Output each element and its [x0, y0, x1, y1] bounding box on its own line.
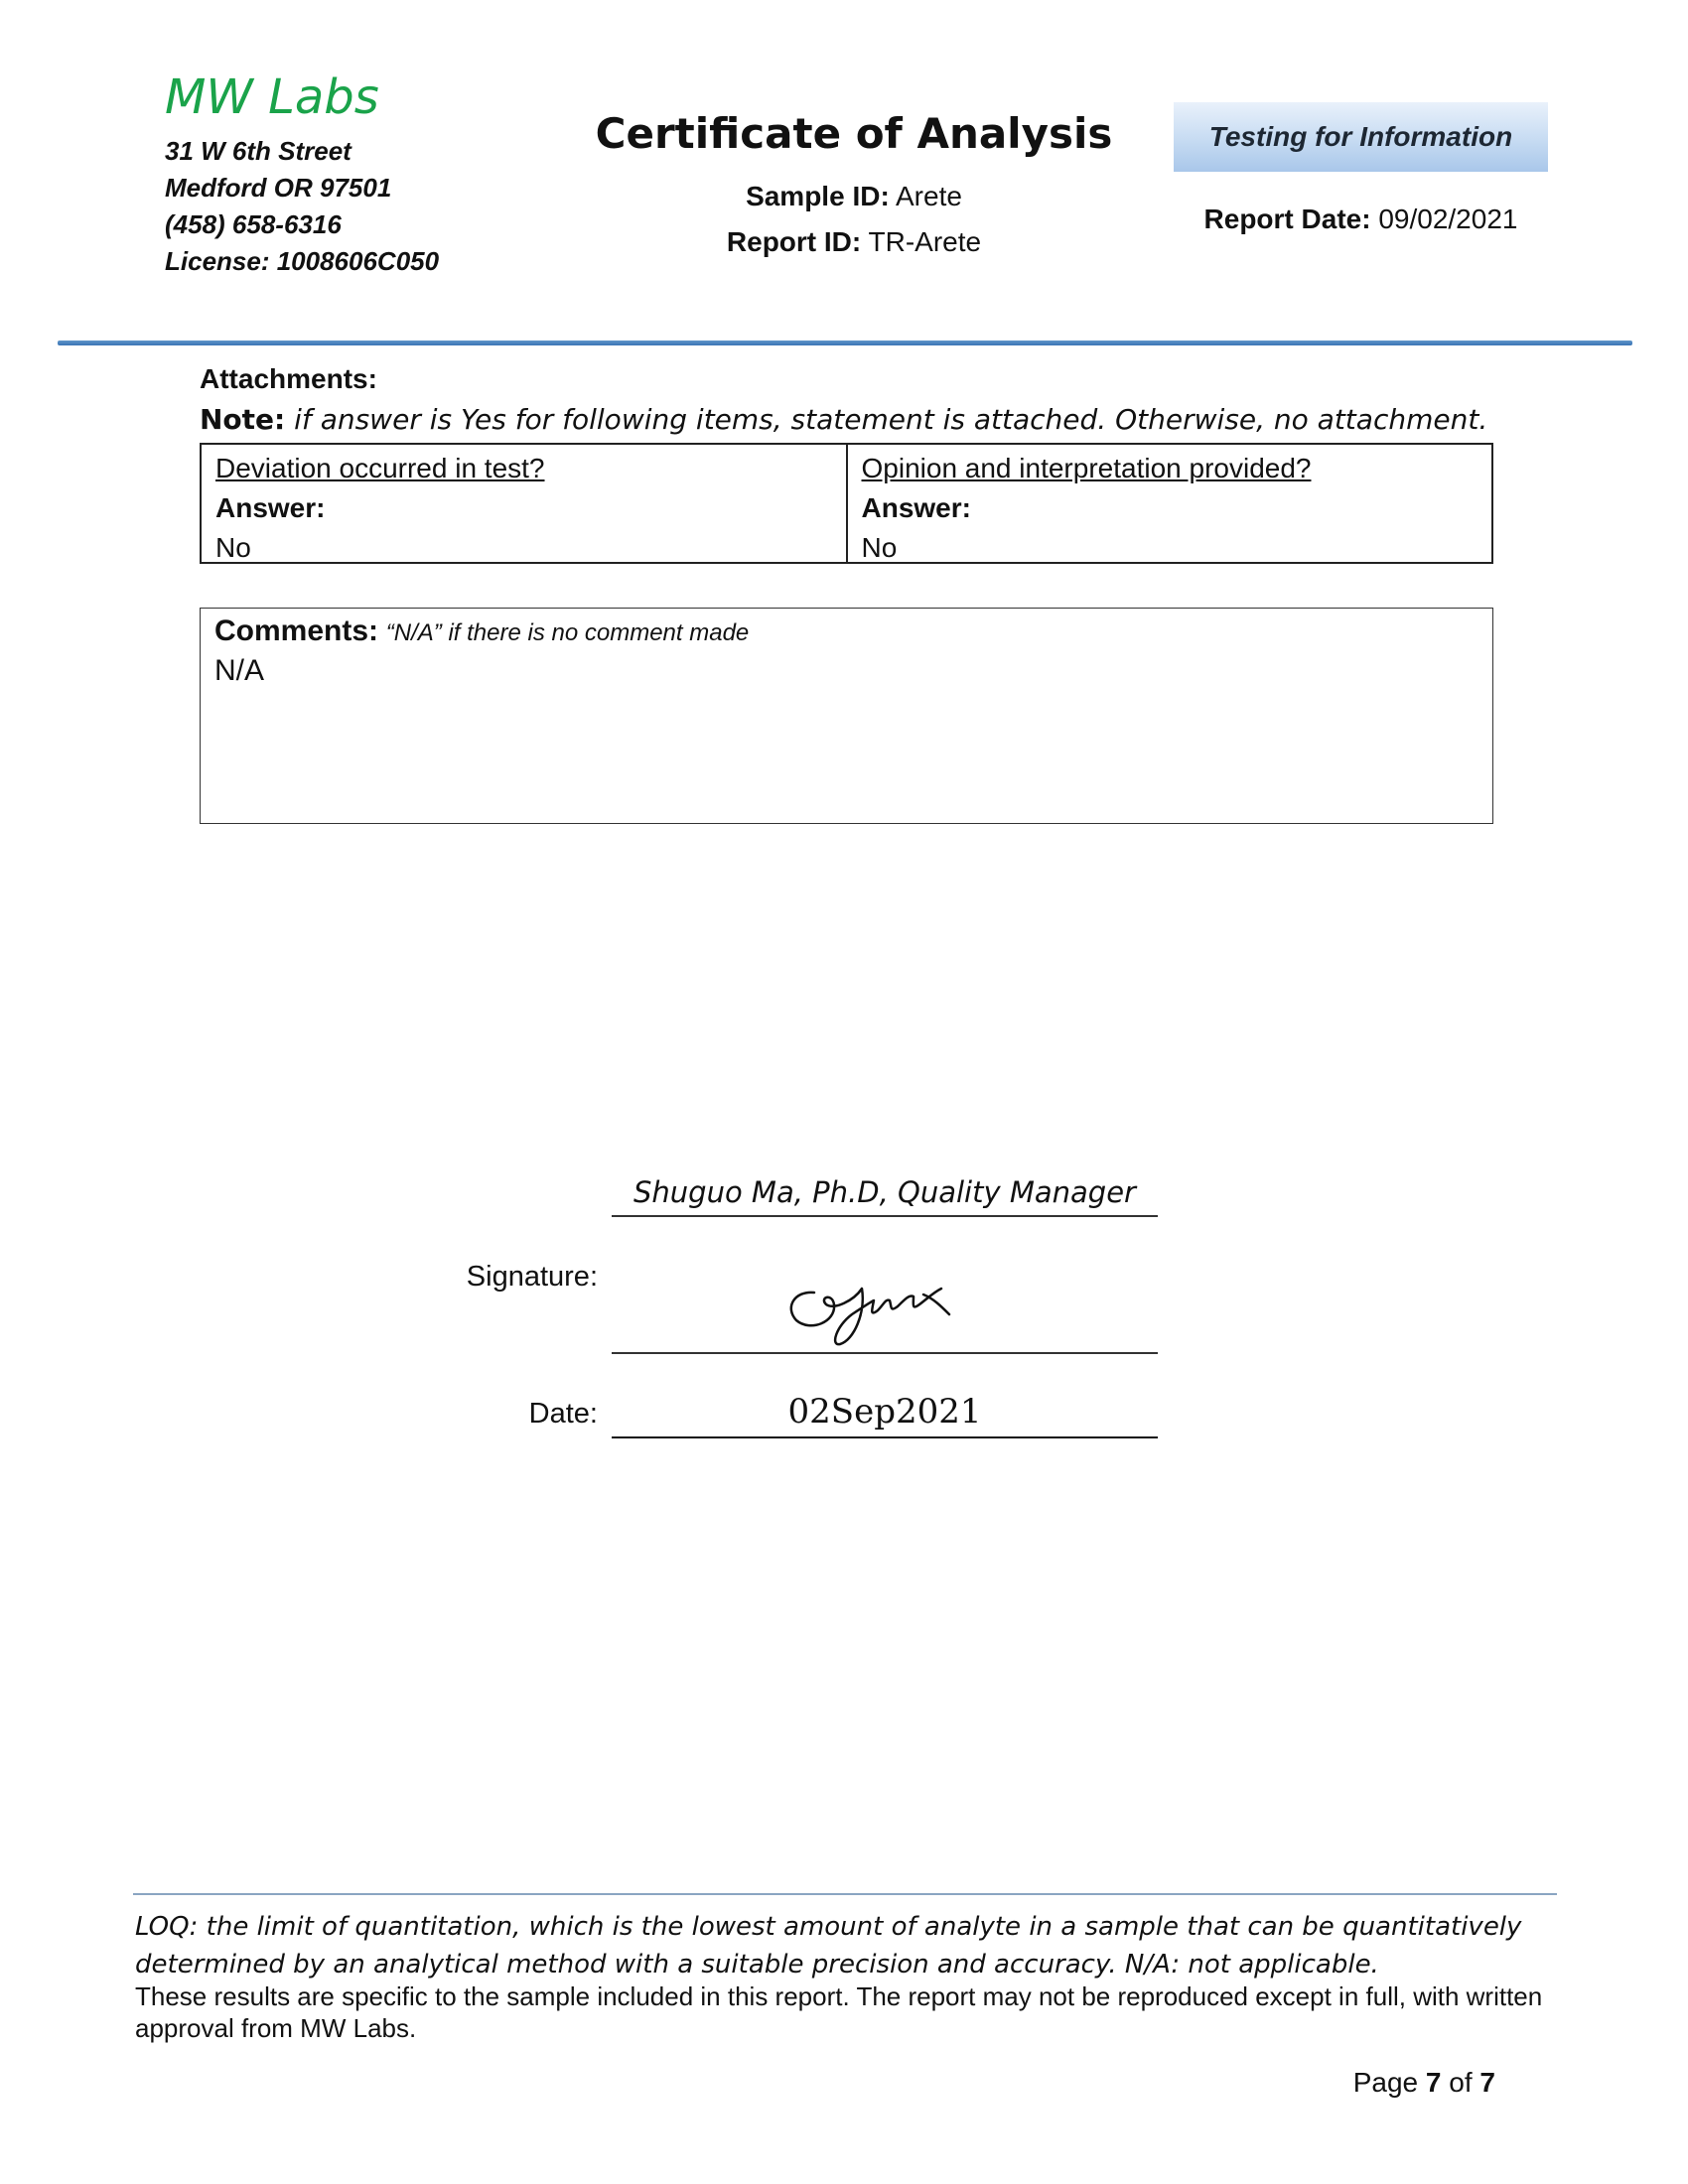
date-underline	[612, 1436, 1158, 1438]
sample-id-value: Arete	[896, 181, 962, 211]
signer-name-title: Shuguo Ma, Ph.D, Quality Manager	[633, 1175, 1136, 1209]
attachment-item-opinion	[846, 445, 1492, 562]
page-of: of	[1449, 2067, 1473, 2098]
report-id-label: Report ID:	[726, 226, 862, 257]
report-id-value: TR-Arete	[868, 226, 982, 257]
attachment-question: Opinion and interpretation provided?	[861, 453, 1312, 483]
document-title: Certificate of Analysis	[595, 109, 1113, 158]
comments-label: Comments:	[214, 614, 379, 647]
footer-disclaimer: These results are specific to the sample included in this report. The report may not be reproduced except in full, with written approval from MW Labs.	[135, 1981, 1543, 2043]
footer-loq	[135, 1908, 1565, 1983]
testing-badge: Testing for Information	[1174, 102, 1548, 172]
comments-value: N/A	[214, 654, 265, 687]
signer-underline	[612, 1215, 1158, 1217]
report-date-value: 09/02/2021	[1378, 204, 1518, 234]
attachment-item-deviation	[202, 445, 846, 562]
report-date	[1174, 204, 1548, 235]
attachment-answer: No	[861, 532, 898, 563]
page-current: 7	[1425, 2067, 1442, 2098]
date-value: 02Sep2021	[787, 1392, 982, 1432]
signature-image	[774, 1253, 1013, 1352]
footer-divider	[133, 1893, 1557, 1895]
signature-underline	[612, 1352, 1158, 1354]
comments-box	[200, 608, 1493, 824]
attachment-answer-label: Answer:	[215, 492, 326, 523]
address-line-license: License: 1008606C050	[165, 246, 440, 276]
attachments-table	[200, 443, 1493, 564]
page-total: 7	[1479, 2067, 1495, 2098]
attachment-question: Deviation occurred in test?	[215, 453, 545, 483]
address-line-street: 31 W 6th Street	[165, 136, 352, 166]
document-ids	[556, 174, 1152, 265]
comments-hint: “N/A” if there is no comment made	[385, 619, 750, 646]
sample-id	[556, 174, 1152, 219]
page-label: Page	[1352, 2067, 1419, 2098]
comments-heading	[214, 614, 1478, 648]
loq-line: LOQ: the limit of quantitation, which is the lowest amount of analyte in a sample that can be quantitatively	[135, 1912, 1522, 1942]
loq-line: determined by an analytical method with a suitable precision and accuracy. N/A: not applicable.	[135, 1950, 1379, 1979]
note-text: if answer is Yes for following items, statement is attached. Otherwise, no attachment.	[294, 403, 1488, 436]
attachments-note	[200, 403, 1487, 436]
address-line-city: Medford OR 97501	[165, 173, 392, 203]
header-divider	[58, 341, 1632, 345]
report-date-label: Report Date:	[1203, 204, 1371, 234]
page-number	[1291, 2067, 1495, 2099]
sample-id-label: Sample ID:	[746, 181, 890, 211]
signature-label: Signature:	[466, 1261, 598, 1293]
lab-address	[165, 133, 439, 280]
lab-name: MW Labs	[165, 69, 379, 125]
report-id	[556, 219, 1152, 265]
date-label: Date:	[528, 1398, 598, 1430]
address-line-phone: (458) 658-6316	[165, 209, 342, 239]
attachment-answer: No	[215, 532, 251, 563]
note-label: Note:	[200, 403, 286, 436]
attachments-heading: Attachments:	[200, 363, 377, 394]
attachment-answer-label: Answer:	[861, 492, 971, 523]
